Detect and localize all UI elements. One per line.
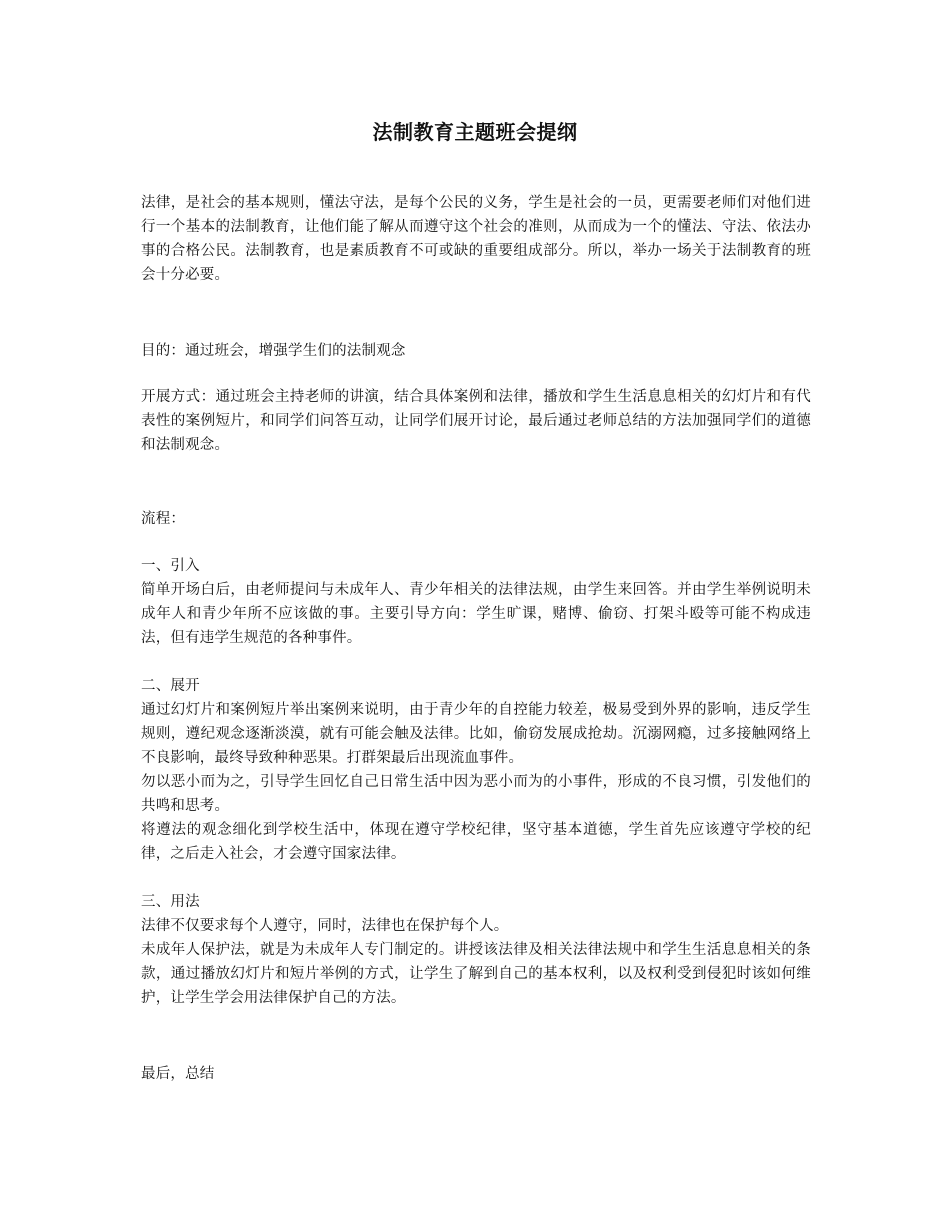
- process-label: [141, 507, 811, 531]
- section-paragraph: 勿以恶小而为之，引导学生回忆自己日常生活中因为恶小而为的小事件，形成的不良习惯，引发他们的共鸣和思考。: [141, 774, 811, 814]
- purpose-text: 目的：通过班会，增强学生们的法制观念: [141, 343, 406, 359]
- section-heading: 三、用法: [141, 894, 200, 910]
- section-development: [141, 674, 811, 866]
- section-heading: 一、引入: [141, 558, 200, 574]
- intro-text: 法律，是社会的基本规则，懂法守法，是每个公民的义务，学生是社会的一员，更需要老师们对他们进行一个基本的法制教育，让他们能了解从而遵守这个社会的准则，从而成为一个的懂法、守法、依法办事的合格公民。法制教育，也是素质教育不可或缺的重要组成部分。所以，举办一场关于法制教育的班会十分必要。: [141, 195, 811, 283]
- section-heading: 二、展开: [141, 678, 200, 694]
- section-paragraph: 未成年人保护法，就是为未成年人专门制定的。讲授该法律及相关法律法规中和学生生活息息相关的条款，通过播放幻灯片和短片举例的方式，让学生了解到自己的基本权利，以及权利受到侵犯时该如何维护，让学生学会用法律保护自己的方法。: [141, 942, 811, 1006]
- section-paragraph: 简单开场白后，由老师提问与未成年人、青少年相关的法律法规，由学生来回答。并由学生举例说明未成年人和青少年所不应该做的事。主要引导方向：学生旷课，赌博、偷窃、打架斗殴等可能不构成违法，但有违学生规范的各种事件。: [141, 582, 811, 646]
- process-label-text: 流程：: [141, 511, 186, 527]
- document-title: 法制教育主题班会提纲: [372, 120, 578, 144]
- method-text: 开展方式：通过班会主持老师的讲演，结合具体案例和法律，播放和学生生活息息相关的幻灯片和有代表性的案例短片，和同学们问答互动，让同学们展开讨论，最后通过老师总结的方法加强同学们的道德和法制观念。: [141, 389, 811, 453]
- section-paragraph: 法律不仅要求每个人遵守，同时，法律也在保护每个人。: [141, 918, 509, 934]
- closing-paragraph: [141, 1062, 811, 1086]
- section-introduction: [141, 554, 811, 650]
- method-paragraph: [141, 385, 811, 457]
- section-application: [141, 890, 811, 1010]
- section-paragraph: 将遵法的观念细化到学校生活中，体现在遵守学校纪律，坚守基本道德，学生首先应该遵守学校的纪律，之后走入社会，才会遵守国家法律。: [141, 822, 811, 862]
- purpose-paragraph: [141, 339, 811, 363]
- closing-text: 最后，总结: [141, 1066, 215, 1082]
- intro-paragraph: [141, 191, 811, 287]
- section-paragraph: 通过幻灯片和案例短片举出案例来说明，由于青少年的自控能力较差，极易受到外界的影响，违反学生规则，遵纪观念逐渐淡漠，就有可能会触及法律。比如，偷窃发展成抢劫。沉溺网瘾，过多接触网络上不良影响，最终导致种种恶果。打群架最后出现流血事件。: [141, 702, 811, 766]
